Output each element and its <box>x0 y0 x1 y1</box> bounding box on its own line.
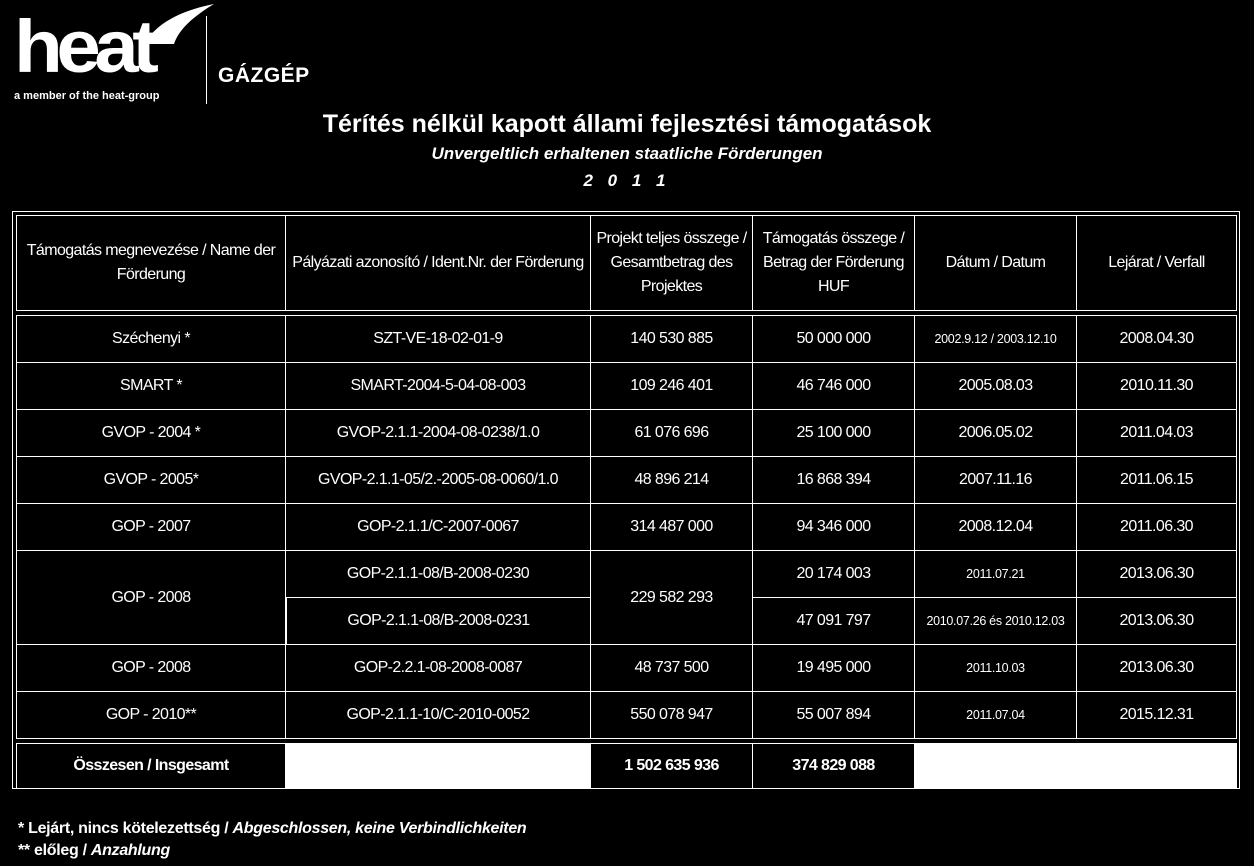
footnote-advance <box>18 840 526 862</box>
cell-amount: 47 091 797 <box>753 598 915 645</box>
logo-tagline: a member of the heat-group <box>14 90 160 102</box>
header-name: Támogatás megnevezése / Name der Förderung <box>16 215 286 311</box>
cell-total: 61 076 696 <box>591 410 753 457</box>
table-row <box>16 645 1237 692</box>
cell-name: GOP - 2008 <box>16 645 286 692</box>
cell-expiry: 2011.06.30 <box>1077 504 1237 551</box>
cell-amount: 16 868 394 <box>753 457 915 504</box>
total-grant-sum: 374 829 088 <box>753 743 915 789</box>
header-expiry: Lejárat / Verfall <box>1077 215 1237 311</box>
table-row <box>16 692 1237 739</box>
cell-id: GOP-2.1.1/C-2007-0067 <box>286 504 591 551</box>
cell-date: 2007.11.16 <box>915 457 1077 504</box>
cell-id: GVOP-2.1.1-2004-08-0238/1.0 <box>286 410 591 457</box>
cell-name: GOP - 2007 <box>16 504 286 551</box>
footnote-de: Anzahlung <box>90 842 170 859</box>
cell-expiry: 2010.11.30 <box>1077 363 1237 410</box>
footnote-marker: * <box>18 820 24 837</box>
cell-expiry: 2015.12.31 <box>1077 692 1237 739</box>
header-id: Pályázati azonosító / Ident.Nr. der Förderung <box>286 215 591 311</box>
brand-name: GÁZGÉP <box>218 64 310 87</box>
cell-total: 140 530 885 <box>591 315 753 363</box>
table-row <box>16 457 1237 504</box>
footnote-expired <box>18 818 526 840</box>
cell-name: GOP - 2008 <box>16 551 286 645</box>
cell-name: Széchenyi * <box>16 315 286 363</box>
cell-total: 229 582 293 <box>591 551 753 645</box>
cell-date: 2006.05.02 <box>915 410 1077 457</box>
cell-date: 2008.12.04 <box>915 504 1077 551</box>
cell-total: 550 078 947 <box>591 692 753 739</box>
blank-cell <box>286 743 591 789</box>
table-row <box>16 363 1237 410</box>
cell-total: 48 737 500 <box>591 645 753 692</box>
header-grant-amount: Támogatás összege / Betrag der Förderung HUF <box>753 215 915 311</box>
cell-expiry: 2013.06.30 <box>1077 598 1237 645</box>
cell-amount: 55 007 894 <box>753 692 915 739</box>
logo-divider <box>206 16 207 104</box>
header-project-total: Projekt teljes összege / Gesamtbetrag des Projektes <box>591 215 753 311</box>
cell-amount: 19 495 000 <box>753 645 915 692</box>
cell-id: SZT-VE-18-02-01-9 <box>286 315 591 363</box>
table-row <box>16 504 1237 551</box>
cell-date: 2002.9.12 / 2003.12.10 <box>915 315 1077 363</box>
table-header-row <box>16 215 1237 311</box>
cell-name: GVOP - 2005* <box>16 457 286 504</box>
table-row <box>16 315 1237 363</box>
company-logo <box>14 4 344 104</box>
footnote-hu: Lejárt, nincs kötelezettség / <box>28 820 229 837</box>
total-project-sum: 1 502 635 936 <box>591 743 753 789</box>
cell-expiry: 2013.06.30 <box>1077 645 1237 692</box>
cell-date: 2011.10.03 <box>915 645 1077 692</box>
table-row <box>16 410 1237 457</box>
table-row <box>16 551 1237 598</box>
logo-wordmark: heat <box>14 5 153 88</box>
footnote-marker: ** <box>18 842 30 859</box>
page-title: Térítés nélkül kapott állami fejlesztési támogatások <box>322 110 932 138</box>
cell-amount: 25 100 000 <box>753 410 915 457</box>
cell-date: 2005.08.03 <box>915 363 1077 410</box>
blank-cell <box>915 743 1237 789</box>
cell-amount: 46 746 000 <box>753 363 915 410</box>
report-year: 2 0 1 1 <box>583 171 671 190</box>
cell-expiry: 2013.06.30 <box>1077 551 1237 598</box>
cell-total: 48 896 214 <box>591 457 753 504</box>
cell-id: GOP-2.2.1-08-2008-0087 <box>286 645 591 692</box>
cell-expiry: 2011.06.15 <box>1077 457 1237 504</box>
cell-id: SMART-2004-5-04-08-003 <box>286 363 591 410</box>
cell-id: GOP-2.1.1-10/C-2010-0052 <box>286 692 591 739</box>
cell-amount: 20 174 003 <box>753 551 915 598</box>
cell-name: GOP - 2010** <box>16 692 286 739</box>
cell-total: 109 246 401 <box>591 363 753 410</box>
page-subtitle: Unvergeltlich erhaltenen staatliche Förderungen <box>431 144 823 163</box>
cell-date: 2011.07.21 <box>915 551 1077 598</box>
footnote-de: Abgeschlossen, keine Verbindlichkeiten <box>232 820 527 837</box>
footnote-hu: előleg / <box>34 842 87 859</box>
grants-table <box>16 215 1237 789</box>
cell-name: SMART * <box>16 363 286 410</box>
header-date: Dátum / Datum <box>915 215 1077 311</box>
cell-id: GOP-2.1.1-08/B-2008-0230 <box>286 551 591 598</box>
cell-amount: 94 346 000 <box>753 504 915 551</box>
footnotes <box>18 818 526 862</box>
cell-name: GVOP - 2004 * <box>16 410 286 457</box>
cell-date: 2010.07.26 és 2010.12.03 <box>915 598 1077 645</box>
total-row <box>16 743 1237 789</box>
total-label: Összesen / Insgesamt <box>16 743 286 789</box>
cell-date: 2011.07.04 <box>915 692 1077 739</box>
cell-amount: 50 000 000 <box>753 315 915 363</box>
cell-expiry: 2011.04.03 <box>1077 410 1237 457</box>
cell-total: 314 487 000 <box>591 504 753 551</box>
cell-id: GVOP-2.1.1-05/2.-2005-08-0060/1.0 <box>286 457 591 504</box>
cell-expiry: 2008.04.30 <box>1077 315 1237 363</box>
cell-id: GOP-2.1.1-08/B-2008-0231 <box>286 598 591 645</box>
